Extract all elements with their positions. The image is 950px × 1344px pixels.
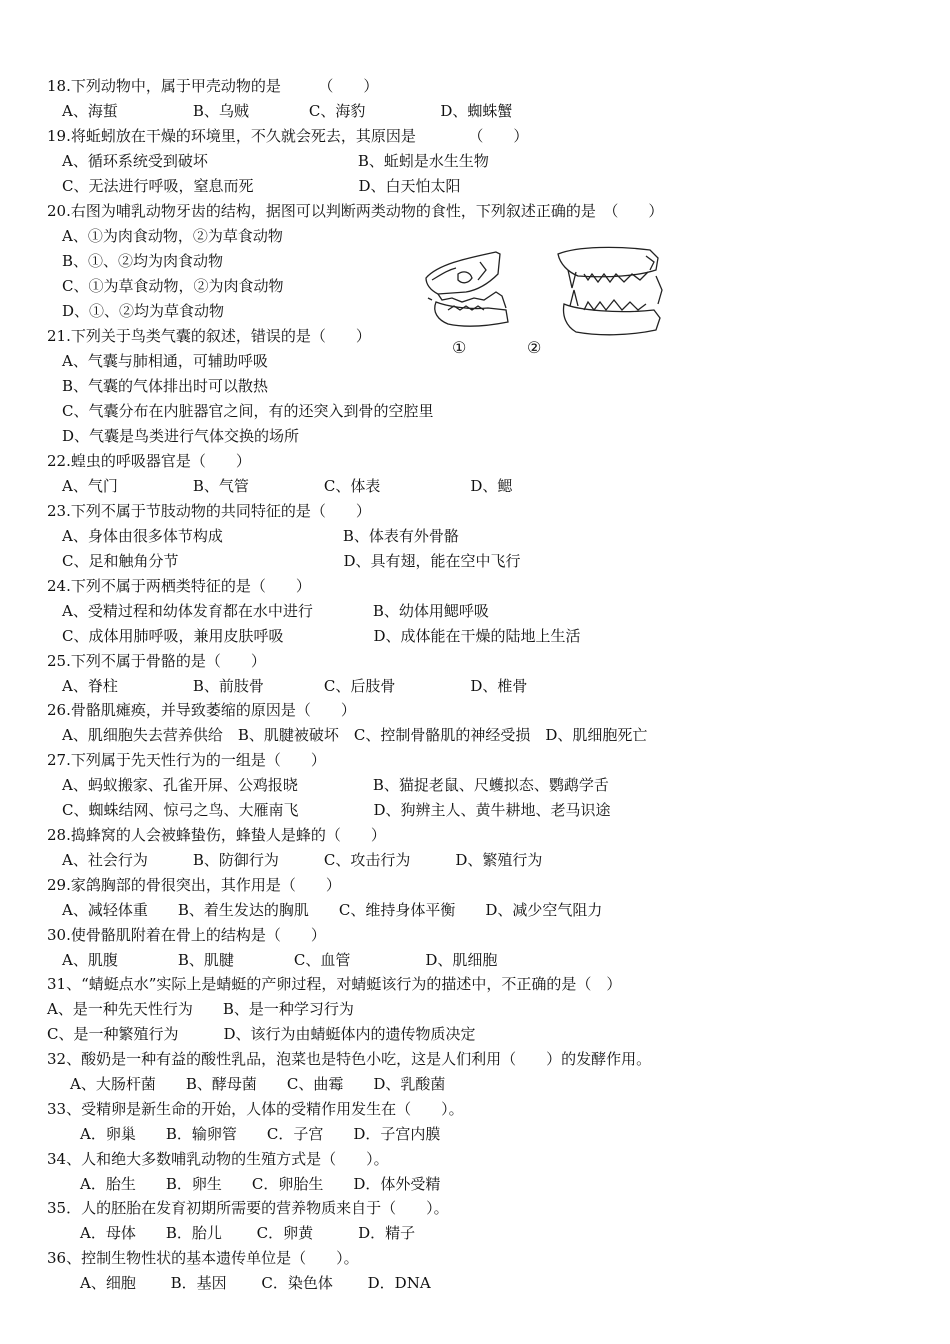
text-line: A、气囊与肺相通，可辅助呼吸 xyxy=(62,352,268,370)
text-line: A、大肠杆菌 B、酵母菌 C、曲霉 D、乳酸菌 xyxy=(70,1075,446,1093)
text-line: A．卵巢 B．输卵管 C．子宫 D．子宫内膜 xyxy=(80,1125,441,1143)
text-line: 27.下列属于先天性行为的一组是（ ） xyxy=(47,751,326,769)
text-line: A、肌腹 B、肌腱 C、血管 D、肌细胞 xyxy=(62,951,498,969)
text-line: A．胎生 B．卵生 C．卵胎生 D．体外受精 xyxy=(80,1175,441,1193)
text-line: 26.骨骼肌瘫痪，并导致萎缩的原因是（ ） xyxy=(47,701,356,719)
text-line: 25.下列不属于骨骼的是（ ） xyxy=(47,652,266,670)
text-line: 18.下列动物中，属于甲壳动物的是 （ ） xyxy=(47,77,379,95)
text-line: A、受精过程和幼体发育都在水中进行 B、幼体用鳃呼吸 xyxy=(62,602,489,620)
text-line: A、社会行为 B、防御行为 C、攻击行为 D、繁殖行为 xyxy=(62,851,543,869)
text-line: C、无法进行呼吸，窒息而死 D、白天怕太阳 xyxy=(62,177,461,195)
text-line: 24.下列不属于两栖类特征的是（ ） xyxy=(47,577,311,595)
text-line: 21.下列关于鸟类气囊的叙述，错误的是（ ） xyxy=(47,327,371,345)
text-line: A、肌细胞失去营养供给 B、肌腱被破坏 C、控制骨骼肌的神经受损 D、肌细胞死亡 xyxy=(62,726,648,744)
text-line: 30.使骨骼肌附着在骨上的结构是（ ） xyxy=(47,926,326,944)
figure-label-1: ① xyxy=(452,338,467,357)
text-line: C、足和触角分节 D、具有翅，能在空中飞行 xyxy=(62,552,521,570)
text-line: A、身体由很多体节构成 B、体表有外骨骼 xyxy=(62,527,459,545)
text-line: A、蚂蚁搬家、孔雀开屏、公鸡报晓 B、猫捉老鼠、尺蠖拟态、鹦鹉学舌 xyxy=(62,776,609,794)
text-line: 31、“蜻蜓点水”实际上是蜻蜓的产卵过程，对蜻蜓该行为的描述中，不正确的是（ ） xyxy=(47,975,622,993)
text-line: 23.下列不属于节肢动物的共同特征的是（ ） xyxy=(47,502,371,520)
figure-label-2: ② xyxy=(527,338,542,357)
text-line: 20.右图为哺乳动物牙齿的结构，据图可以判断两类动物的食性，下列叙述正确的是 （ ） xyxy=(47,202,664,220)
text-line: A、①为肉食动物，②为草食动物 xyxy=(62,227,283,245)
skull-1-drawing xyxy=(426,252,508,326)
skull-2-drawing xyxy=(558,247,662,334)
text-line: C、①为草食动物，②为肉食动物 xyxy=(62,277,284,295)
text-line: B、①、②均为肉食动物 xyxy=(62,252,224,270)
text-line: A．母体 B．胎儿 C．卵黄 D．精子 xyxy=(80,1224,416,1242)
text-line: A、是一种先天性行为 B、是一种学习行为 xyxy=(47,1000,354,1018)
text-line: 33、受精卵是新生命的开始，人体的受精作用发生在（ ）。 xyxy=(47,1100,464,1118)
text-line: 35．人的胚胎在发育初期所需要的营养物质来自于（ ）。 xyxy=(47,1199,449,1217)
text-line: D、①、②均为草食动物 xyxy=(62,302,225,320)
text-line: C、是一种繁殖行为 D、该行为由蜻蜓体内的遗传物质决定 xyxy=(47,1025,476,1043)
text-line: D、气囊是鸟类进行气体交换的场所 xyxy=(62,427,300,445)
text-line: A、脊柱 B、前肢骨 C、后肢骨 D、椎骨 xyxy=(62,677,528,695)
text-line: 29.家鸽胸部的骨很突出，其作用是（ ） xyxy=(47,876,341,894)
text-line: C、成体用肺呼吸，兼用皮肤呼吸 D、成体能在干燥的陆地上生活 xyxy=(62,627,581,645)
text-line: 19.将蚯蚓放在干燥的环境里，不久就会死去，其原因是 （ ） xyxy=(47,127,529,145)
text-line: A、气门 B、气管 C、体表 D、鳃 xyxy=(62,477,513,495)
text-line: A、海蜇 B、乌贼 C、海豹 D、蜘蛛蟹 xyxy=(62,102,513,120)
text-line: C、气囊分布在内脏器官之间，有的还突入到骨的空腔里 xyxy=(62,402,434,420)
text-line: 36、控制生物性状的基本遗传单位是（ ）。 xyxy=(47,1249,359,1267)
text-line: A、细胞 B．基因 C．染色体 D．DNA xyxy=(80,1274,431,1292)
text-line: A、减轻体重 B、着生发达的胸肌 C、维持身体平衡 D、减少空气阻力 xyxy=(62,901,603,919)
text-line: 28.捣蜂窝的人会被蜂蛰伤，蜂蛰人是蜂的（ ） xyxy=(47,826,386,844)
text-line: 32、酸奶是一种有益的酸性乳品，泡菜也是特色小吃，这是人们利用（ ）的发酵作用。 xyxy=(47,1050,652,1068)
text-line: 22.蝗虫的呼吸器官是（ ） xyxy=(47,452,251,470)
text-line: A、循环系统受到破坏 B、蚯蚓是水生生物 xyxy=(62,152,489,170)
text-line: C、蜘蛛结网、惊弓之鸟、大雁南飞 D、狗辨主人、黄牛耕地、老马识途 xyxy=(62,801,611,819)
text-line: 34、人和绝大多数哺乳动物的生殖方式是（ ）。 xyxy=(47,1150,389,1168)
text-line: B、气囊的气体排出时可以散热 xyxy=(62,377,269,395)
